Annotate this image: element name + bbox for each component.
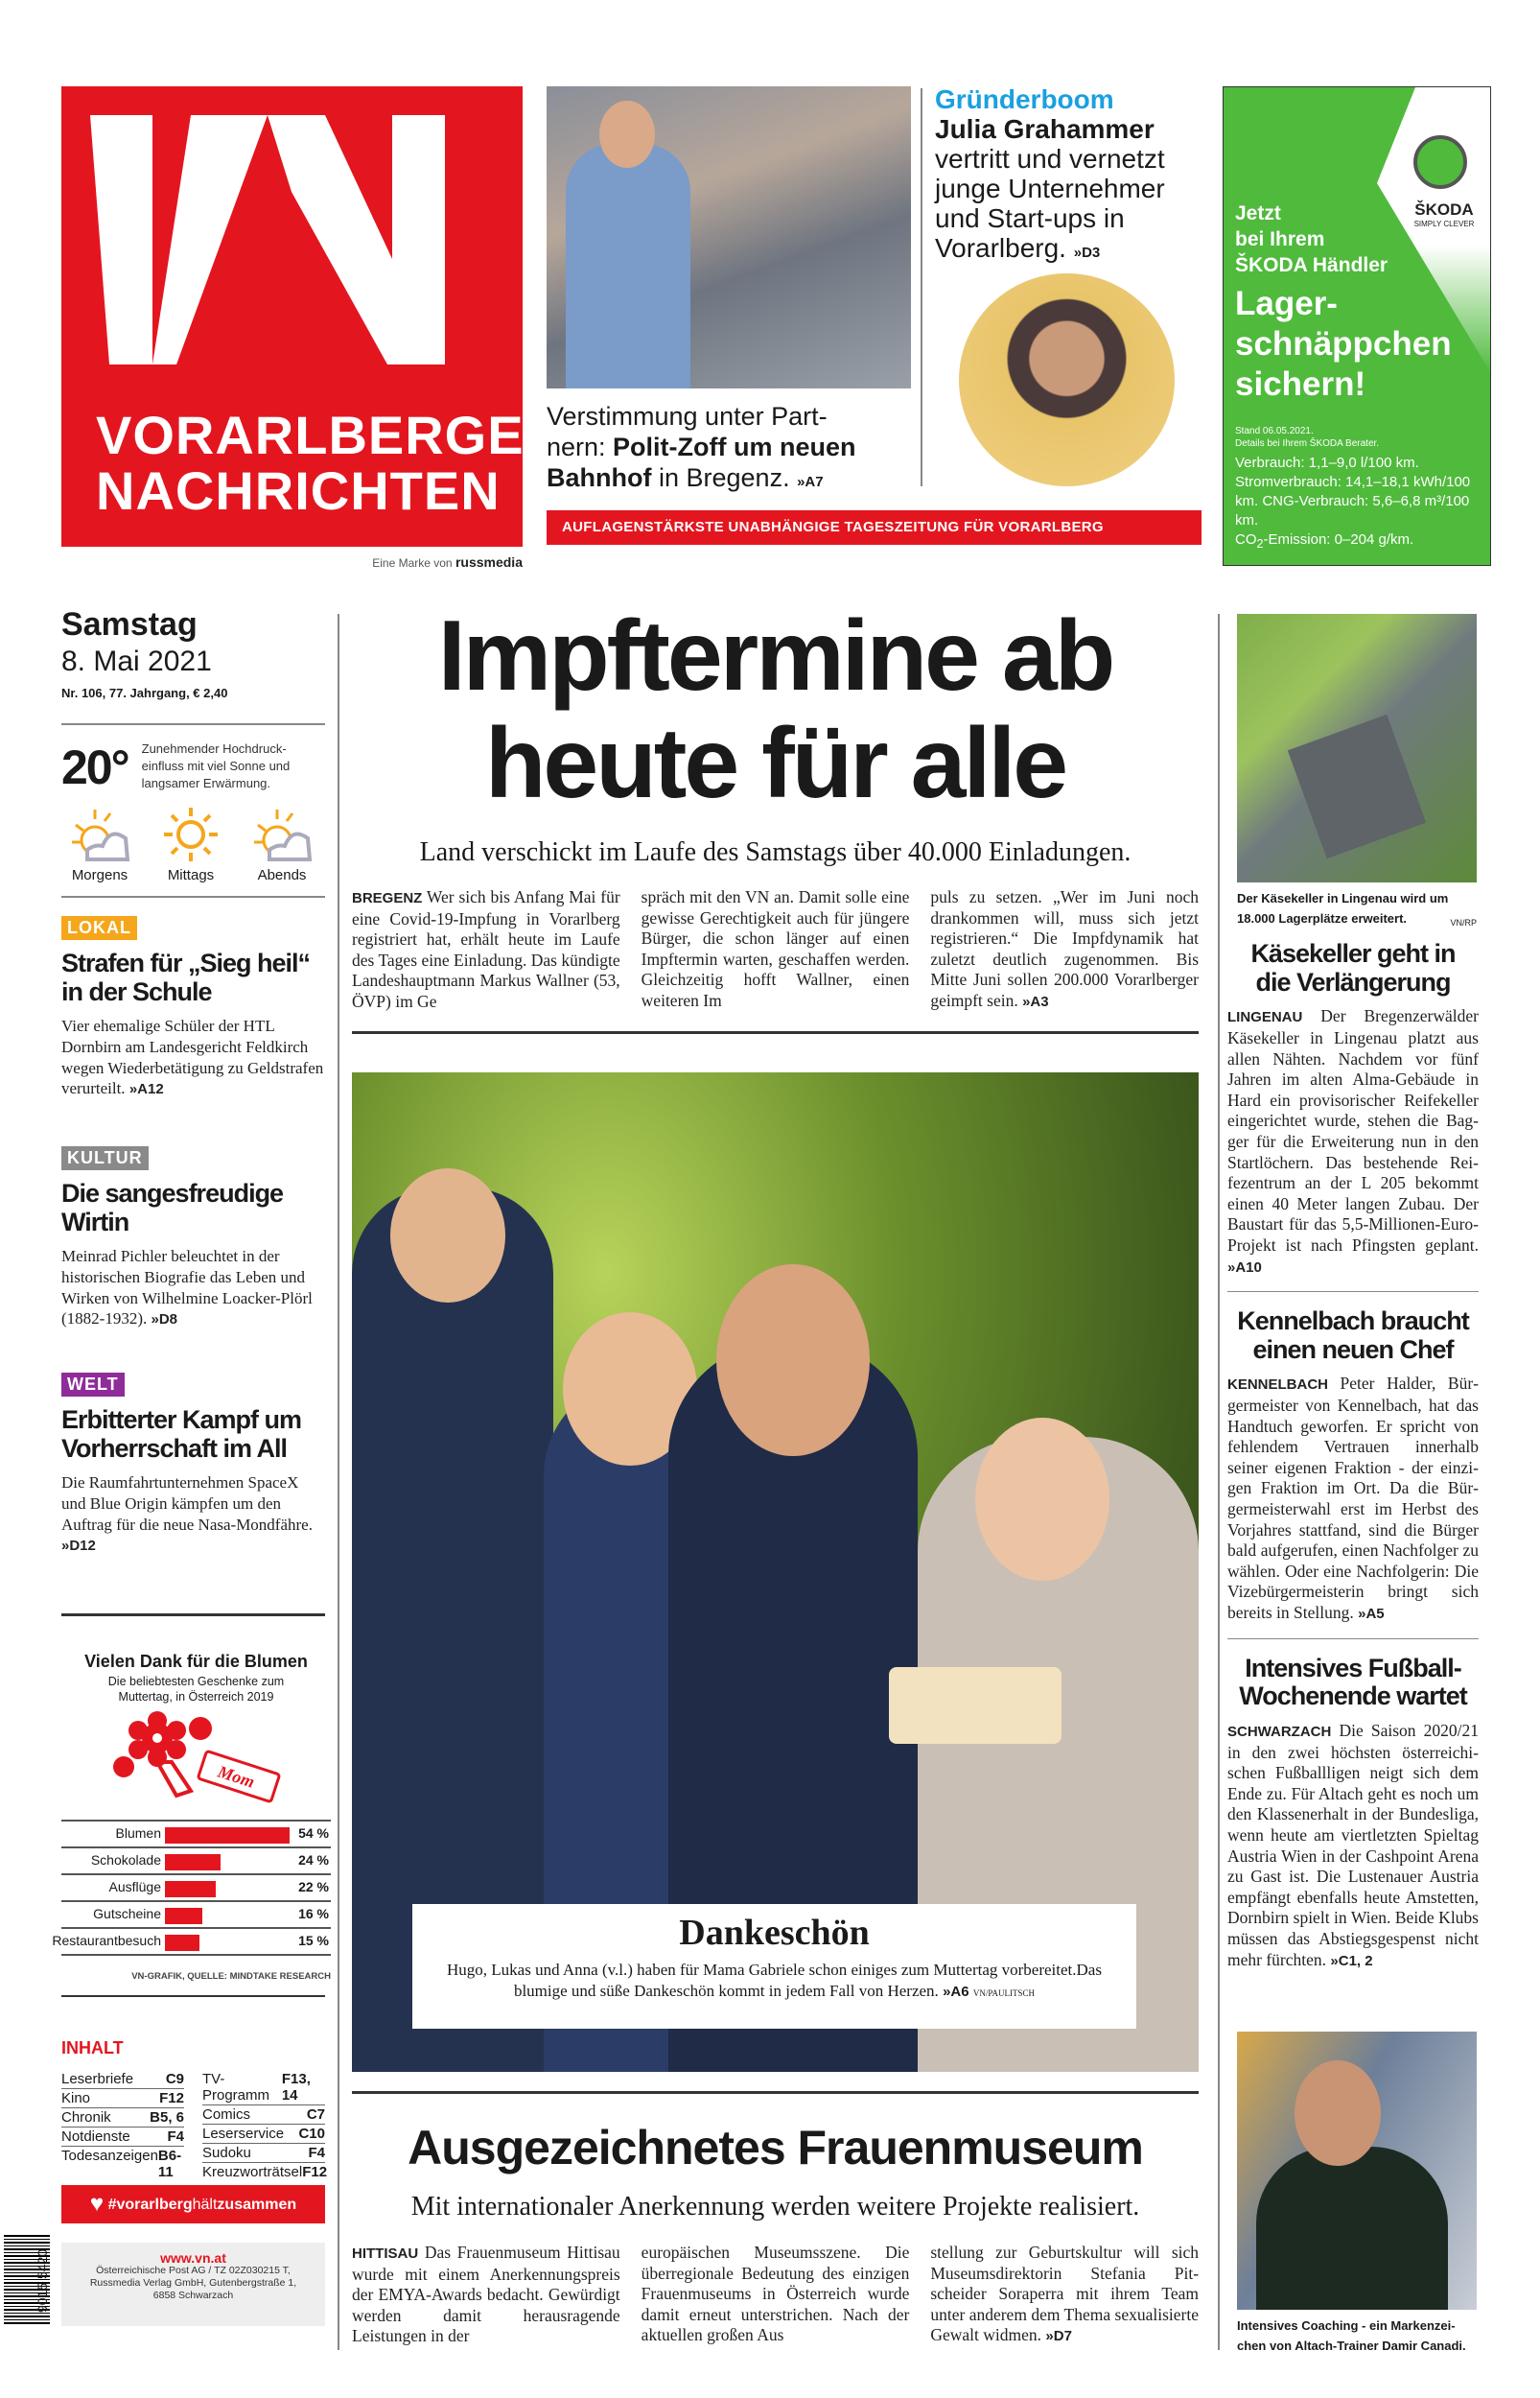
politician-figure (566, 144, 690, 388)
ad-headline-line: schnäppchen (1235, 325, 1452, 363)
tag-text: Mom (215, 1761, 257, 1792)
ad-line: bei Ihrem (1235, 228, 1325, 250)
chart-row (61, 1902, 331, 1929)
lead-headline[interactable] (352, 602, 1199, 817)
page-ref: »A12 (128, 1081, 164, 1098)
article-title: Kennelbach braucht einen neuen Chef (1237, 1306, 1469, 1364)
inhalt-page: B5, 6 (150, 2109, 184, 2126)
inhalt-row[interactable] (202, 2163, 328, 2181)
date-block (61, 606, 331, 700)
inhalt-title: INHALT (61, 2038, 124, 2057)
photo-figure (716, 1264, 870, 1456)
coach-figure (1256, 2147, 1448, 2310)
brand-note-text: Eine Marke von (372, 556, 453, 570)
article-kennelbach[interactable] (1227, 1291, 1479, 1625)
dateline: SCHWARZACH (1227, 1723, 1332, 1740)
ad-line: ŠKODA Händler (1235, 254, 1388, 276)
article-kaesekeller[interactable] (1227, 940, 1479, 1278)
co2: CO (1235, 531, 1257, 548)
lead-subtitle: Land verschickt im Laufe des Samstags über 40.000 Einladungen. (419, 837, 1132, 867)
museum-subtitle: Mit internationaler Anerkennung werden weitere Projekte realisiert. (410, 2192, 1140, 2222)
page-ref: »A10 (1227, 1258, 1262, 1276)
ad-fineprint (1235, 425, 1379, 450)
inhalt-page: F4 (308, 2145, 325, 2161)
inhalt-topic: Kreuzworträtsel (202, 2164, 303, 2180)
inhalt-row[interactable] (61, 2147, 184, 2181)
text: Meinrad Pichler beleuchtet in der historischen Biografie das Leben und Wirken von Wilhelmine Loacker-Plörl (1882-1932). (61, 1247, 313, 1328)
logo-line-1: VORARLBERGER (96, 405, 565, 465)
weather-period (244, 806, 320, 883)
heart-icon: ♥ (89, 2191, 105, 2217)
ad-headline-line: Lager- (1235, 285, 1338, 322)
weekday: Samstag (61, 606, 198, 643)
divider (352, 2091, 1199, 2094)
imprint-line: Russmedia Verlag GmbH, Gutenbergstraße 1, (89, 2277, 297, 2289)
bar (165, 1908, 202, 1924)
muttertag-chart (52, 1652, 331, 1997)
text: puls zu setzen. „Wer im Juni noch drankommen will, muss sich jetzt registrieren.“ Die Impfdynamik hat zuletzt deutlich zugenommen. Bis Mitte Juni sollen 200.000 Vorarlberger geimpft sein. (930, 887, 1200, 1010)
inhalt-topic: Leserservice (202, 2126, 285, 2142)
text: stellung zur Geburtskultur will sich Museumsdirektorin Stefania Pitscheider Soraperra mit ihrem Team unter anderem dem Thema sexualisierte Gewalt widmen. (930, 2243, 1200, 2345)
bar-value: 22 % (298, 1879, 329, 1894)
inhalt-row[interactable] (61, 2128, 184, 2147)
slogan: SIMPLY CLEVER (1413, 220, 1475, 228)
kicker: Gründerboom (935, 84, 1114, 114)
cake (889, 1667, 1062, 1744)
ad-stand: Stand 06.05.2021. (1235, 426, 1314, 436)
sun-cloud-icon (66, 806, 133, 863)
text: Peter Halder, Bürgermeister von Kennelbach, hat das Handtuch geworfen. Er spricht von fehlendem Vertrauen innerhalb seiner eigenen Fraktion - der einzigen Fraktion im Ort. Da die Bürgermeisterwahl erst im Herbst des Vorjahres stattfand, sind die Bürger bald aufgerufen, einen Nachfolger zu wählen. Oder eine Nachfolgerin: Die Vizebürgermeisterin bringt sich bereits in Stellung. (1227, 1374, 1479, 1622)
hashtag-banner[interactable] (61, 2185, 325, 2223)
inhalt-topic: TV-Programm (202, 2071, 270, 2104)
weather-forecast (61, 806, 320, 883)
teaser-title: Die sangesfreudige Wirtin (61, 1179, 284, 1236)
article-fussball[interactable] (1227, 1638, 1479, 1972)
co2-text: -Emission: 0–204 g/km. (1263, 531, 1414, 548)
co2-sub: 2 (1256, 537, 1264, 551)
temperature: 20° (61, 741, 128, 794)
sun-cloud-icon (248, 806, 315, 863)
headline-line: heute für alle (484, 708, 1066, 819)
website-link[interactable]: www.vn.at (160, 2250, 226, 2266)
inhalt-page: F13, 14 (281, 2071, 311, 2104)
chart-row (61, 1822, 331, 1848)
imprint-line: 6858 Schwarzach (152, 2290, 234, 2301)
barcode-number: 9015 5420 (35, 2248, 50, 2313)
bar-value: 16 % (298, 1906, 329, 1921)
teaser-lokal[interactable] (61, 916, 325, 1146)
page-ref: »A6 (943, 1984, 969, 2000)
building (1288, 715, 1426, 858)
section-tag: LOKAL (61, 916, 137, 940)
ad-intro (1235, 200, 1388, 278)
hashtag-part: zusammen (217, 2197, 297, 2213)
article-title: Intensives Fußball-Wochenende wartet (1239, 1653, 1467, 1711)
bar-label: Schokolade (90, 1852, 161, 1868)
consumption-text: Verbrauch: 1,1–9,0 l/100 km. Stromverbrauch: 14,1–18,1 kWh/100 km. CNG-Verbrauch: 5,6–6,8 m³/100 km. (1235, 455, 1471, 529)
page-ref: »D8 (151, 1311, 178, 1328)
section-tag: KULTUR (61, 1146, 149, 1170)
photo1-caption (1237, 888, 1477, 933)
period-label: Mittags (167, 867, 215, 883)
coach-photo (1237, 2032, 1477, 2310)
skoda-logo-icon (1413, 135, 1467, 189)
divider (921, 88, 922, 486)
bar (165, 1854, 221, 1870)
inhalt-page: C10 (298, 2126, 325, 2142)
ad-headline (1235, 284, 1452, 405)
lead-body (352, 887, 1199, 1013)
inhalt-box (61, 2038, 328, 2181)
text: Der Bregenzerwälder Käsekeller in Lingenau platzt aus allen Nähten. Nachdem vor fünf Jahren im alten Alma-Gebäude in Hard ein provisorischer Reifekeller eingerichtet wurde, stehen die Bagger für die Erweiterung nun in den Startlöchern. Das bestehende Reifezentrum an der L 205 bekommt einen 40 Meter langen Zubau. Der Baustart für das 5,5-Millionen-Euro-Projekt ist nach Pfingsten geplant. (1227, 1006, 1479, 1255)
brand: ŠKODA (1414, 200, 1474, 219)
dateline: LINGENAU (1227, 1009, 1303, 1026)
chart-source: VN-GRAFIK, QUELLE: MINDTAKE RESEARCH (131, 1971, 331, 1982)
teaser-text (61, 1472, 325, 1556)
sun-icon (157, 806, 224, 863)
left-teasers (61, 916, 325, 1557)
left-column-divider (338, 614, 339, 2350)
text: Vier ehemalige Schüler der HTL Dornbirn am Landesgericht Feldkirch wegen Wiederbetätigung zu Geldstrafen verurteilt. (61, 1017, 324, 1098)
photo-figure (390, 1168, 505, 1303)
vn-logo-mark (61, 86, 523, 393)
teaser-title: Strafen für „Sieg heil“ in der Schule (61, 949, 311, 1006)
imprint-line: Österreichische Post AG / TZ 02Z030215 T, (96, 2265, 291, 2276)
inhalt-topic: Comics (202, 2106, 251, 2123)
page-ref: »C1, 2 (1330, 1952, 1373, 1969)
inhalt-topic: Kino (61, 2090, 91, 2106)
bar-label: Gutscheine (93, 1906, 161, 1921)
ad-line: Jetzt (1235, 202, 1281, 224)
inhalt-row[interactable] (202, 2125, 325, 2144)
politician-head (599, 101, 655, 168)
weather-text: Zunehmender Hochdruckeinfluss mit viel Sonne und langsamer Erwärmung. (141, 741, 291, 790)
page-ref: »D3 (1073, 245, 1101, 261)
page-ref: »A5 (1358, 1606, 1385, 1622)
inhalt-topic: Notdienste (61, 2128, 130, 2145)
teaser-text-end: in Bregenz. (651, 463, 798, 492)
article-text (1227, 1374, 1479, 1624)
inhalt-page: C9 (165, 2071, 184, 2087)
page-ref: »D12 (61, 1538, 96, 1555)
inhalt-topic: Sudoku (202, 2145, 251, 2161)
divider (61, 723, 325, 725)
inhalt-row[interactable] (61, 2108, 184, 2128)
photo-caption-box[interactable] (412, 1904, 1136, 2029)
date: 8. Mai 2021 (61, 646, 212, 677)
photo-credit: VN/PAULITSCH (972, 1988, 1036, 1998)
weather-period (152, 806, 229, 883)
bar-value: 24 % (298, 1852, 329, 1868)
headline-line: Impftermine ab (437, 600, 1113, 712)
divider (352, 1031, 1199, 1034)
teaser-bold: Polit-Zoff um neuen Bahnhof (547, 433, 856, 492)
chart-row (61, 1848, 331, 1875)
period-label: Morgens (71, 867, 128, 883)
skoda-brand (1401, 200, 1487, 228)
teaser-text (61, 1246, 325, 1329)
inhalt-page: F12 (302, 2164, 328, 2180)
inhalt-col-left (61, 2070, 184, 2181)
photo-title: Dankeschön (679, 1913, 870, 1953)
text: Die Saison 2020/21 in den zwei höchsten österreichischen Fußballligen neigt sich dem Ende zu. Für Altach geht es noch um den Klassenerhalt in der Bundesliga, wenn heute am viertletzten Spieltag Austria Wien in der Cashpoint Arena zu Gast ist. Die Lustenauer Austria empfängt ebenfalls heute Amstetten, Dornbirn spielt in Wien. Beide Klubs müssen das Abstiegsgespenst nicht mehr fürchten. (1227, 1720, 1479, 1969)
teaser-title: Erbitterter Kampf um Vorherrschaft im All (61, 1405, 302, 1463)
ad-headline-line: sichern! (1235, 365, 1366, 403)
skoda-ad[interactable] (1223, 86, 1491, 566)
teaser-name: Julia Grahammer (935, 114, 1155, 144)
inhalt-row[interactable] (202, 2144, 325, 2163)
article-text (1227, 1006, 1479, 1278)
teaser-text (61, 1016, 325, 1099)
lead-col-1 (352, 887, 620, 1013)
weather-period (61, 806, 138, 883)
bar (165, 1827, 290, 1844)
russmedia-logo: russmedia (455, 554, 523, 570)
text: Das Frauenmuseum Hittisau wurde mit einem Anerkennungspreis der EMYA-Awards bedacht. Gewürdigt werden damit herausragende Leistungen in der (352, 2243, 620, 2346)
chart-title: Vielen Dank für die Blumen (84, 1652, 308, 1671)
museum-col-3 (930, 2243, 1199, 2347)
inhalt-row[interactable] (202, 2105, 325, 2125)
teaser-text: Verstimmung unter Partnern: (547, 402, 828, 461)
bar-value: 15 % (298, 1933, 329, 1948)
bar-label: Ausflüge (108, 1879, 161, 1894)
inhalt-page: F12 (159, 2090, 184, 2106)
teaser-text: vertritt und vernetzt junge Unternehmer und Start-ups in Vorarlberg. (935, 144, 1165, 263)
section-tag: WELT (61, 1373, 125, 1397)
divider (61, 1995, 325, 1997)
lead-col-3 (930, 887, 1199, 1013)
founder-portrait (959, 273, 1175, 486)
teaser-kultur[interactable] (61, 1146, 325, 1373)
photo2-caption: Intensives Coaching - ein Markenzeichen von Altach-Trainer Damir Canadi. (1237, 2318, 1466, 2353)
bar-label: Restaurantbesuch (52, 1933, 161, 1948)
museum-headline[interactable]: Ausgezeichnetes Frauenmuseum (408, 2121, 1143, 2175)
imprint (61, 2243, 325, 2326)
article-title: Käsekeller geht in die Verlängerung (1250, 939, 1456, 997)
inhalt-page: B6-11 (157, 2148, 182, 2180)
inhalt-topic: Leserbriefe (61, 2071, 134, 2087)
chart-subtitle: Die beliebtesten Geschenke zum Muttertag, in Österreich 2019 (107, 1675, 285, 1704)
bar-value: 54 % (298, 1825, 329, 1841)
text: Hugo, Lukas und Anna (v.l.) haben für Mama Gabriele schon einiges zum Muttertag vorbereitet.Das blumige und süße Dankeschön kommt in jedem Fall von Herzen. (447, 1961, 1102, 2000)
right-column-divider (1218, 614, 1220, 2350)
ad-consumption (1235, 454, 1486, 553)
kaesekeller-aerial-photo (1237, 614, 1477, 882)
museum-body (352, 2243, 1199, 2347)
photo-credit: VN/RP (1450, 918, 1477, 928)
period-label: Abends (257, 867, 307, 883)
dateline: BREGENZ (352, 890, 423, 906)
brand-note (340, 554, 523, 570)
photo-figure (975, 1418, 1109, 1581)
lead-col-2: spräch mit den VN an. Damit solle eine gewisse Gerechtigkeit auch für jüngere Bürger, die schon länger auf einen Impftermin warten, geschaffen werden. Gleichzeitig hofft Wallner, einen weiteren Im (641, 887, 910, 1010)
article-text (1227, 1721, 1479, 1971)
inhalt-row[interactable] (61, 2089, 184, 2108)
page-ref: »D7 (1045, 2328, 1072, 2345)
hashtag-part: hält (192, 2197, 218, 2213)
ad-details: Details bei Ihrem ŠKODA Berater. (1235, 438, 1380, 449)
dateline: KENNELBACH (1227, 1376, 1328, 1394)
vn-logo[interactable] (61, 86, 565, 547)
photo-caption (412, 1954, 1136, 2004)
page-ref: »A3 (1022, 993, 1049, 1010)
right-articles (1227, 940, 1479, 1971)
inhalt-topic: Chronik (61, 2109, 111, 2126)
logo-line-2: NACHRICHTEN (96, 460, 501, 521)
chart-row (52, 1929, 331, 1956)
dateline: HITTISAU (352, 2245, 419, 2262)
inhalt-page: C7 (306, 2106, 325, 2123)
weather-widget (61, 741, 331, 883)
museum-col-1 (352, 2243, 620, 2347)
caption: Der Käsekeller in Lingenau wird um 18.000 Lagerplätze erweitert. (1237, 891, 1449, 926)
chart-row (61, 1875, 331, 1902)
logo-wordmark (96, 405, 565, 521)
inhalt-topic: Todesanzeigen (61, 2148, 158, 2164)
issue-info: Nr. 106, 77. Jahrgang, € 2,40 (61, 686, 228, 700)
flowers-illustration (105, 1709, 287, 1815)
hashtag-part: #vorarlberg (107, 2197, 193, 2213)
divider (61, 1613, 325, 1616)
bar-label: Blumen (115, 1825, 161, 1841)
teaser-founder[interactable] (935, 84, 1199, 268)
inhalt-page: F4 (167, 2128, 184, 2145)
museum-col-2: europäischen Museumsszene. Die überregionale Bedeutung des einzigen Frauenmuseums in Österreich wurde damit erneut unterstrichen. Nach der aktuellen großen Aus (641, 2243, 910, 2345)
text: Wer sich bis Anfang Mai für eine Covid-19-Impfung in Vorarlberg registriert hat, erhält heute im Laufe des Tages eine Einladung. Das kündigte Landeshauptmann Markus Wallner (53, ÖVP) im Ge (352, 887, 620, 1011)
inhalt-row[interactable] (202, 2070, 325, 2105)
bregenz-station-photo (547, 86, 911, 388)
bar (165, 1881, 216, 1897)
text: Die Raumfahrtunternehmen SpaceX und Blue Origin kämpfen um den Auftrag für die neue Nasa-Mondfähre. (61, 1473, 313, 1534)
teaser-welt[interactable] (61, 1373, 325, 1557)
tagline-banner: AUFLAGENSTÄRKSTE UNABHÄNGIGE TAGESZEITUNG FÜR VORARLBERG (547, 510, 1202, 545)
inhalt-col-right (202, 2070, 328, 2181)
coach-head (1295, 2060, 1381, 2166)
bar (165, 1935, 199, 1951)
chart-bars (52, 1820, 331, 1956)
divider (61, 896, 325, 898)
inhalt-row[interactable] (61, 2070, 184, 2089)
teaser-bahnhof[interactable] (547, 401, 863, 498)
page-ref: »A7 (797, 474, 824, 490)
